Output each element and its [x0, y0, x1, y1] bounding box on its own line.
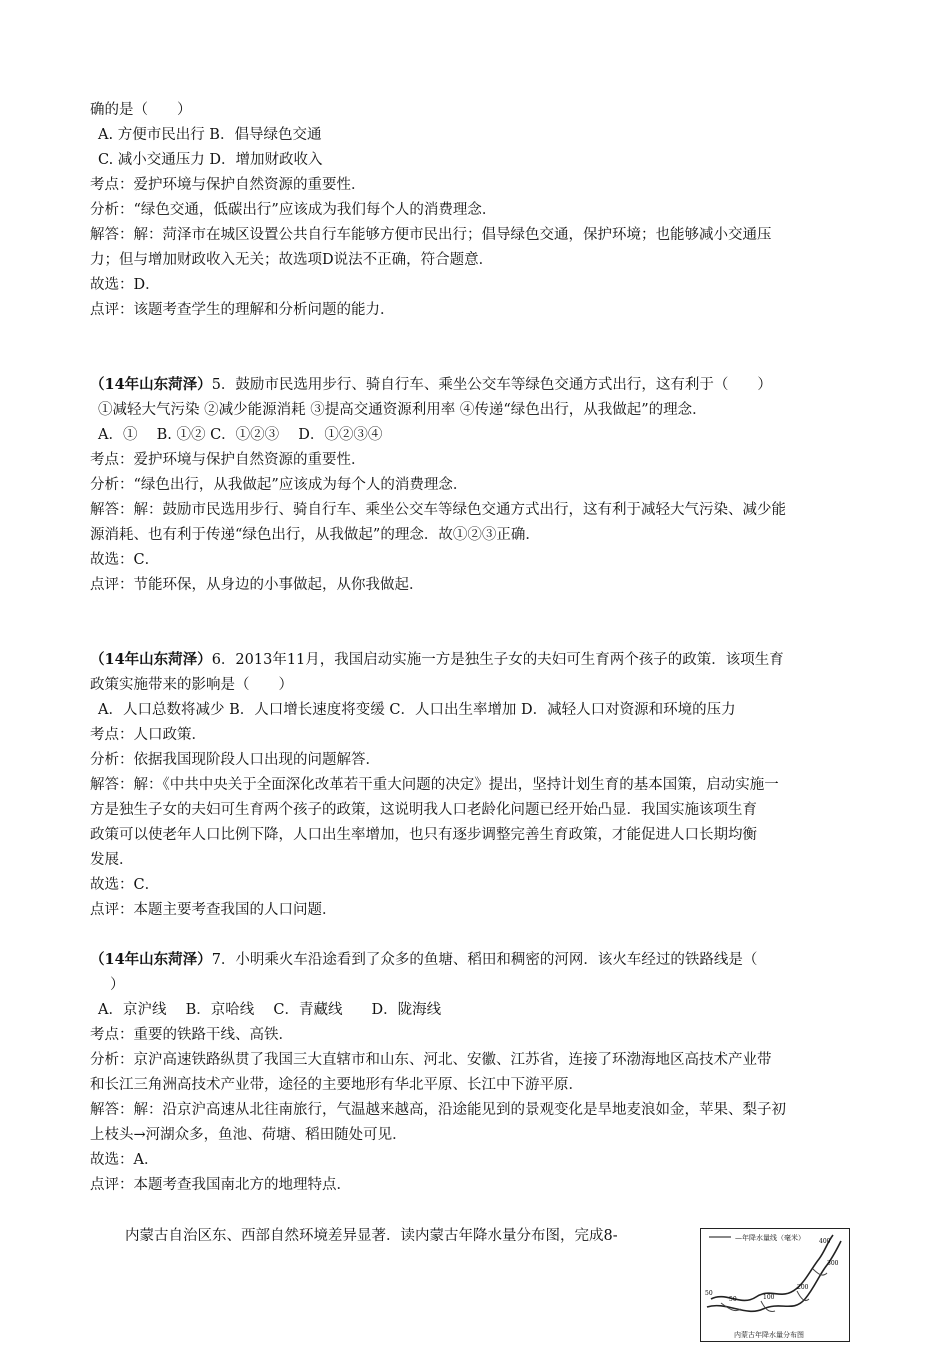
- q4-fenxi: 分析：“绿色交通，低碳出行”应该成为我们每个人的消费理念．: [90, 202, 497, 218]
- q5-jieda-2: 源消耗、也有利于传递“绿色出行，从我做起”的理念．故①②③正确．: [90, 527, 540, 543]
- q4-answer: 故选：D．: [90, 277, 160, 293]
- q6-stem-2: 政策实施带来的影响是（ ）: [90, 677, 293, 693]
- q7-options: A．京沪线 B．京哈线 C．青藏线 D．陇海线: [98, 1002, 442, 1018]
- q6-stem-text: 6．2013年11月，我国启动实施一方是独生子女的夫妇可生育两个孩子的政策．该项生育: [211, 652, 784, 668]
- q4-comment: 点评：该题考查学生的理解和分析问题的能力．: [90, 302, 395, 318]
- q5-fenxi: 分析：“绿色出行，从我做起”应该成为每个人的消费理念．: [90, 477, 468, 493]
- q5-items: ①减轻大气污染 ②减少能源消耗 ③提高交通资源利用率 ④传递“绿色出行，从我做起”的理念．: [98, 402, 707, 418]
- q4-options-cd: C. 减小交通压力 D．增加财政收入: [98, 152, 323, 168]
- q6-fenxi: 分析：依据我国现阶段人口出现的问题解答．: [90, 752, 380, 768]
- q5-jieda-1: 解答：解：鼓励市民选用步行、骑自行车、乘坐公交车等绿色交通方式出行，这有利于减轻大气污染、减少能: [90, 502, 786, 518]
- q6-jieda-2: 方是独生子女的夫妇可生育两个孩子的政策，这说明我人口老龄化问题已经开始凸显．我国实施该项生育: [90, 802, 757, 818]
- iso-label-400: 400: [819, 1238, 831, 1245]
- q6-comment: 点评：本题主要考查我国的人口问题．: [90, 902, 337, 918]
- q4-jieda-1: 解答：解：菏泽市在城区设置公共自行车能够方便市民出行；倡导绿色交通，保护环境；也能够减小交通压: [90, 227, 772, 243]
- q7-comment: 点评：本题考查我国南北方的地理特点．: [90, 1177, 351, 1193]
- isohyet-300: [813, 1269, 827, 1275]
- q7-jieda-1: 解答：解：沿京沪高速从北往南旅行，气温越来越高，沿途能见到的景观变化是旱地麦浪如金，苹果、梨子初: [90, 1102, 786, 1118]
- q5-source-tag: （14年山东菏泽）: [90, 376, 212, 393]
- q5-answer: 故选：C．: [90, 552, 160, 568]
- q5-stem-text: 5．鼓励市民选用步行、骑自行车、乘坐公交车等绿色交通方式出行，这有利于（ ）: [211, 377, 772, 393]
- q7-fenxi-2: 和长江三角洲高技术产业带，途径的主要地形有华北平原、长江中下游平原．: [90, 1077, 583, 1093]
- iso-label-200: 200: [797, 1284, 809, 1291]
- q7-source-tag: （14年山东菏泽）: [90, 951, 212, 968]
- map-caption: 内蒙古年降水量分布图: [734, 1331, 804, 1339]
- q4-stem-end: 确的是（ ）: [90, 102, 192, 118]
- q7-stem-2: ）: [110, 977, 125, 993]
- q6-source-tag: （14年山东菏泽）: [90, 651, 212, 668]
- iso-label-50: 50: [729, 1296, 737, 1303]
- q6-jieda-1: 解答：解：《中共中央关于全面深化改革若干重大问题的决定》提出，坚持计划生育的基本国策，启动实施一: [90, 777, 779, 793]
- q7-stem-text: 7．小明乘火车沿途看到了众多的鱼塘、稻田和稠密的河网．该火车经过的铁路线是（: [211, 952, 758, 968]
- q4-options-ab: A. 方便市民出行 B．倡导绿色交通: [98, 127, 322, 143]
- iso-label-300: 300: [827, 1260, 839, 1267]
- q7-answer: 故选：A．: [90, 1152, 159, 1168]
- q5-options: A．① B. ①② C．①②③ D．①②③④: [98, 427, 383, 443]
- q6-jieda-4: 发展．: [90, 852, 134, 868]
- q6-stem-1: [90, 650, 860, 670]
- q5-stem: [90, 375, 860, 395]
- q5-comment: 点评：节能环保，从身边的小事做起，从你我做起．: [90, 577, 424, 593]
- q4-kaodian: 考点：爱护环境与保护自然资源的重要性．: [90, 177, 366, 193]
- q7-stem-1: [90, 950, 860, 970]
- region-border: [711, 1235, 833, 1300]
- q7-fenxi-1: 分析：京沪高速铁路纵贯了我国三大直辖市和山东、河北、安徽、江苏省，连接了环渤海地区高技术产业带: [90, 1052, 772, 1068]
- q6-options: A．人口总数将减少 B．人口增长速度将变缓 C．人口出生率增加 D．减轻人口对资源和环境的压力: [98, 702, 736, 718]
- map-legend: —年降水量线（毫米）: [735, 1234, 805, 1242]
- precipitation-map: [700, 1228, 850, 1342]
- q4-jieda-2: 力；但与增加财政收入无关；故选项D说法不正确，符合题意．: [90, 252, 494, 268]
- q5-kaodian: 考点：爱护环境与保护自然资源的重要性．: [90, 452, 366, 468]
- q7-jieda-2: 上枝头→河湖众多，鱼池、荷塘、稻田随处可见．: [90, 1127, 407, 1143]
- precipitation-map-drawing: [701, 1229, 849, 1341]
- q7-kaodian: 考点：重要的铁路干线、高铁．: [90, 1027, 293, 1043]
- iso-label-50-west: 50: [705, 1290, 713, 1297]
- iso-label-100: 100: [763, 1294, 775, 1301]
- q6-jieda-3: 政策可以使老年人口比例下降，人口出生率增加，也只有逐步调整完善生育政策，才能促进人口长期均衡: [90, 827, 757, 843]
- q6-answer: 故选：C．: [90, 877, 160, 893]
- q8-intro: 内蒙古自治区东、西部自然环境差异显著．读内蒙古年降水量分布图，完成8-: [125, 1228, 618, 1244]
- q6-kaodian: 考点：人口政策．: [90, 727, 206, 743]
